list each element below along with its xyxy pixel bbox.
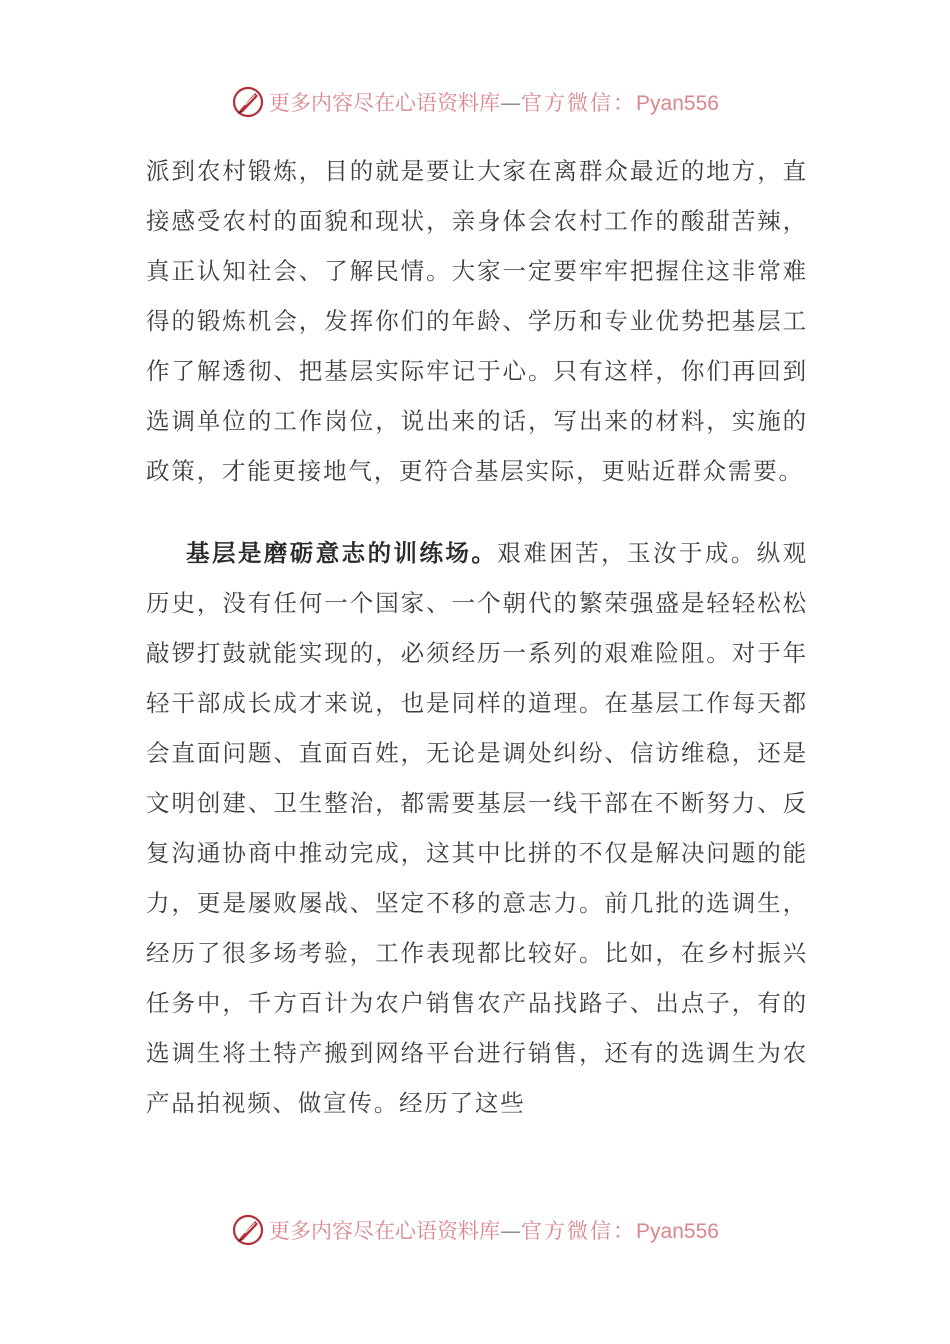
header-site-name: 更多内容尽在心语资料库 [269, 91, 501, 115]
paragraph-2-text: 艰难困苦，玉汝于成。纵观历史，没有任何一个国家、一个朝代的繁荣强盛是轻轻松松敲锣打鼓就能实现的，必须经历一系列的艰难险阻。对于年轻干部成长成才来说，也是同样的道理。在基层工作每天都会直面问题、直面百姓，无论是调处纠纷、信访维稳，还是文明创建、卫生整治，都需要基层一线干部在不断努力、反复沟通协商中推动完成，这其中比拼的不仅是解决问题的能力，更是屡败屡战、坚定不移的意志力。前几批的选调生，经历了很多场考验，工作表现都比较好。比如，在乡村振兴任务中，千方百计为农户销售农产品找路子、出点子，有的选调生将土特产搬到网络平台进行销售，还有的选调生为农产品拍视频、做宣传。经历了这些 [146, 539, 808, 1117]
footer-dash: — [500, 1219, 522, 1243]
header-text [269, 87, 719, 117]
header-wechat-id: Pyan556 [636, 92, 719, 115]
header-wechat-label: 官方微信： [521, 91, 637, 115]
paragraph-2-lead: 基层是磨砺意志的训练场。 [186, 539, 498, 567]
footer-site-name: 更多内容尽在心语资料库 [269, 1219, 501, 1243]
quill-pen-logo-icon [231, 1213, 265, 1247]
footer-banner [0, 1210, 950, 1250]
quill-pen-logo-icon [231, 85, 265, 119]
footer-wechat-label: 官方微信： [521, 1219, 637, 1243]
header-dash: — [500, 91, 522, 115]
footer-text [269, 1215, 719, 1245]
footer-wechat-id: Pyan556 [636, 1220, 719, 1243]
paragraph-1: 派到农村锻炼，目的就是要让大家在离群众最近的地方，直接感受农村的面貌和现状，亲身体会农村工作的酸甜苦辣，真正认知社会、了解民情。大家一定要牢牢把握住这非常难得的锻炼机会，发挥你们的年龄、学历和专业优势把基层工作了解透彻、把基层实际牢记于心。只有这样，你们再回到选调单位的工作岗位，说出来的话，写出来的材料，实施的政策，才能更接地气，更符合基层实际，更贴近群众需要。 [146, 157, 808, 485]
paragraph-2 [146, 528, 808, 1128]
header-banner [0, 82, 950, 122]
document-body [146, 146, 808, 1128]
